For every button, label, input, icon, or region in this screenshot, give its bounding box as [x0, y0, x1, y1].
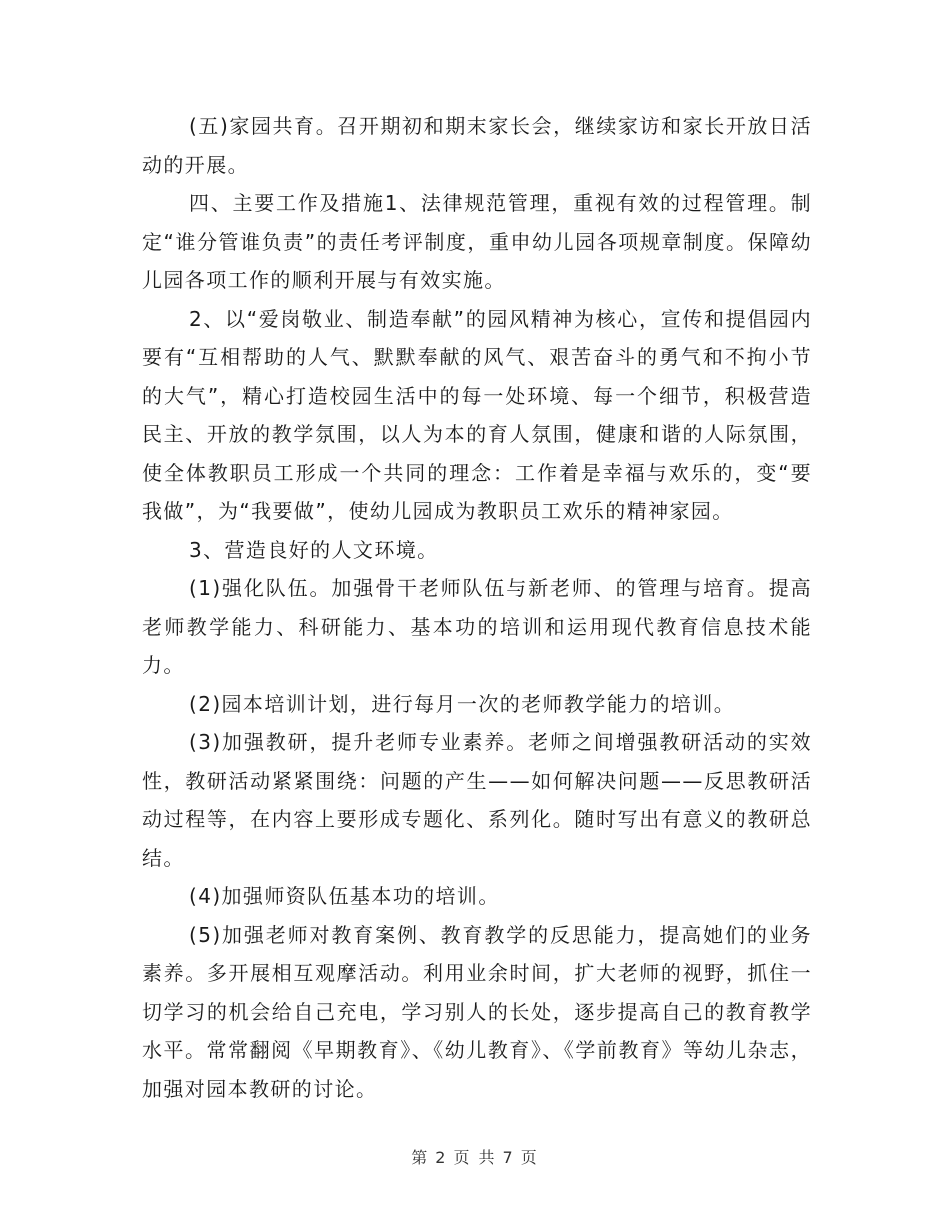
footer-current-page: 2: [435, 1148, 448, 1167]
paragraph-teaching-research: (3)加强教研，提升老师专业素养。老师之间增强教研活动的实效性，教研活动紧紧围绕：问题的产生——如何解决问题——反思教研活动过程等，在内容上要形成专题化、系列化。随时写出有意义的教研总结。: [142, 730, 812, 870]
footer-prefix: 第: [411, 1148, 430, 1167]
footer-total-pages: 7: [502, 1148, 515, 1167]
footer-middle: 页 共: [453, 1148, 497, 1167]
paragraph-basic-skills: (4)加强师资队伍基本功的培训。: [189, 884, 500, 908]
paragraph-family-cooperation: (五)家园共育。召开期初和期末家长会，继续家访和家长开放日活动的开展。: [142, 114, 812, 177]
paragraph-strengthen-team: (1)强化队伍。加强骨干老师队伍与新老师、的管理与培育。提高老师教学能力、科研能力、基本功的培训和运用现代教育信息技术能力。: [142, 576, 812, 677]
document-body: [142, 107, 812, 1108]
paragraph-training-plan: (2)园本培训计划，进行每月一次的老师教学能力的培训。: [189, 691, 736, 716]
paragraph-humanistic-environment: 3、营造良好的人文环境。: [189, 537, 439, 562]
paragraph-garden-spirit: 2、以“爱岗敬业、制造奉献”的园风精神为核心，宣传和提倡园内要有“互相帮助的人气、默默奉献的风气、艰苦奋斗的勇气和不拘小节的大气”，精心打造校园生活中的每一处环境、每一个细节，积极营造民主、开放的教学氛围，以人为本的育人氛围，健康和谐的人际氛围，使全体教职员工形成一个共同的理念：工作着是幸福与欢乐的，变“要我做”，为“我要做”，使幼儿园成为教职员工欢乐的精神家园。: [142, 306, 812, 523]
footer-suffix: 页: [520, 1148, 539, 1167]
paragraph-reflection-ability: (5)加强老师对教育案例、教育教学的反思能力，提高她们的业务素养。多开展相互观摩活动。利用业余时间，扩大老师的视野，抓住一切学习的机会给自己充电，学习别人的长处，逐步提高自己的教育教学水平。常常翻阅《早期教育》、《幼儿教育》、《学前教育》等幼儿杂志，加强对园本教研的讨论。: [142, 922, 812, 1101]
paragraph-main-work-measures: 四、主要工作及措施1、法律规范管理，重视有效的过程管理。制定“谁分管谁负责”的责任考评制度，重申幼儿园各项规章制度。保障幼儿园各项工作的顺利开展与有效实施。: [142, 191, 812, 292]
page-number-footer: [0, 1145, 950, 1168]
